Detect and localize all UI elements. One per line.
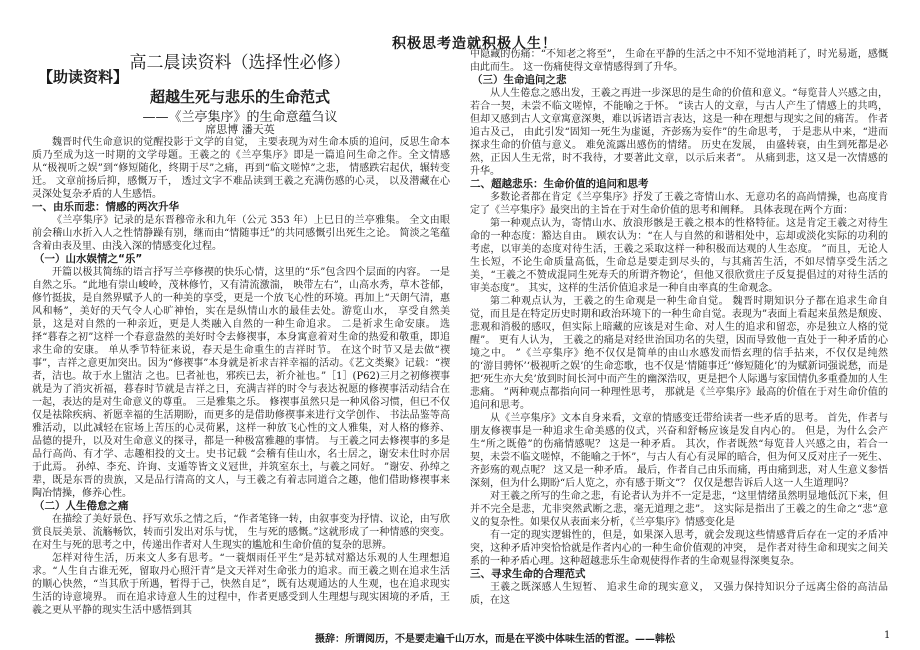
subsection-heading: （三）生命追问之悲: [472, 74, 567, 86]
paragraph: 第一种观点认为，寄情山水、放浪形骸是王羲之根本的性格特征。这是肯定王羲之对待生命的一种态度：豁达自由。 顾农认为：“在人与自然的和谐相处中，忘却或淡化实际的功利的考虑，以审美的态度对待生活，王羲之采取这样一种积极而达观的人生态度。 ”而且，无论人生长短，不论生命质量高低，生命总是要走到尽头的，与其痛苦生活，不如尽情享受生活之美，“王羲之不赞成混同生死寿夭的所谓齐物论’，但他又很欣赏庄子反复提倡过的对待生活的审美态度”。 其实，这样的生活价值追求是一种自由率真的生命观念。: [470, 218, 888, 294]
motto: 积极思考造就积极人生！: [392, 36, 557, 52]
section-tag: 【助读资料】: [38, 68, 129, 86]
paragraph: 从《兰亭集序》文本自身来看，文章的情感变迁带给读者一些矛盾的思考。 首先，作者与朋友修禊事是一种追求生命美感的仪式，兴奋和舒畅应该是发自内心的。 但是，为什么会产生“所之既倦”的伤痛情感呢？ 这是一种矛盾。 其次，作者既然“每览昔人兴感之由，若合一契，未尝不临文嗟悼，不能喻之于怀”，与古人有心有灵犀的暗合，但为何又反对庄子一死生、齐彭殇的观点呢？ 这又是一种矛盾。 最后，作者自己由乐而痛，再由痛到悲，对人生意义参悟深刻，但为什么期盼“后人览之，亦有感于斯文”？ 仅仅是想告诉后人这一人生道理吗？: [470, 413, 888, 489]
paragraph: 从人生倦怠之感出发，王羲之再进一步深思的是生命的价值和意义。“每览昔人兴感之由，若合一契，未尝不临文嗟悼，不能喻之于怀。 ”读古人的文章，与古人产生了情感上的共鸣，但却又感到古人文章寓意深奥，难以诉诸语言表达，这是一种在理想与现实之间的痛苦。 作者追古及己， 由此引发“固知一死生为虚诞，齐彭殇为妄作”的生命思考， 于是悲从中来，“进而探求生命的价值与意义。 难免流露出感伤的情绪。 历史在发展， 由盛转衰，由生到死都是必然，正因人生无常，时不我待，才要著此文章，以示后来者”。 从痛到悲，这又是一次情感的升华。: [470, 88, 888, 177]
paragraph: 第二种观点认为，王羲之的生命观是一种生命自觉。 魏晋时期知识分子都在追求生命自觉，而且是在特定历史时期和政治环境下的一种生命自觉。表现为”表面上看起来虽然是颓废、悲观和消极的感叹，但实际上暗藏的应该是对生命、对人生的追求和留恋，亦是独立人格的觉醒”。 更有人认为， 王羲之的痛是对经世治国功名的失望，因而导致他一直处于一种矛盾的心境之中。 ”《兰亭集序》绝不仅仅是简单的由山水感发而悟玄理的信手拈来，不仅仅是纯然的‘游目骋怀’‘极视听之娱’的生命恋歌，也不仅是‘情随事迁’‘修短随化’的为赋新词强说愁，而是把‘死生亦大矣’放到时间长河中而产生的幽深浩叹，更是把个人际遇与家国情仇多重叠加的人生悲痛。 ”两种观点都指向同一种理性思考， 那就是《兰亭集序》最高的价值在于对生命价值的追问和思考。: [470, 296, 888, 411]
article-title: 超越生死与悲乐的生命范式: [149, 88, 330, 106]
subsection-heading: （二）人生倦怠之痛: [34, 500, 129, 512]
paragraph: 对王羲之所写的生命之悲，有论者认为并不一定是悲，“这里情绪虽然明显地低沉下来，但并不完全是悲，尤非突然武断之悲，毫无道理之悲”。 这实际是指出了王羲之的生命之“悲”意义的复杂性。如果仅从表面来分析，《兰亭集序》情感变化是: [470, 491, 888, 528]
paragraph: 怎样对待生活，历来文人多有思考。“一蓑烟雨任平生”是苏轼对豁达乐观的人生理想追求。“人生自古谁无死，留取丹心照汗青”是文天祥对生命张力的追求。而王羲之则在追求生活的顺心快然，“当其欣于所遇，暂得于己，快然自足”，既有达观通达的人生观，也在追求现实生活的诗意境界。 而在追求诗意人生的过程中，作者更感受到人生理想与现实困境的矛盾，王羲之更从平静的现实生活中感悟到其: [32, 553, 450, 616]
paragraph: 《兰亭集序》记录的是东晋穆帝永和九年（公元 353 年）上巳日的兰亭雅集。 全文由眼前会稽山水折入人之性情静躁有别，继而由“情随事迁”的共同感慨引出死生之论。 简淡之笔蕴含着由表及里、由浅入深的情感变化过程。: [32, 215, 450, 252]
paragraph: 开篇以极其简练的语言抒写兰亭修禊的快乐心情，这里的“乐”包含四个层面的内容。 一是自然之乐。“此地有崇山峻岭，茂林修竹，又有清流激湍， 映带左右”，山高水秀，草木苍郁，修竹挺拔，是自然界赋予人的一种美的享受，更是一个放飞心性的环境。再加上“天朗气清，惠风和畅”，美好的天气令人心旷神怡，实在是纵情山水的最佳去处。游览山水， 享受自然美景，这是对自然的一种亲近，更是人类融入自然的一种生命追求。 二是祈求生命安康。 选择“暮春之初”这样一个春意盎然的美好时令去修禊事，本身寓意着对生命的热爱和敬重，即追求生命的安康。 单从季节特征来说，春天是生命重生的吉祥时节。 在这个时节又是去做“禊事”，吉祥之意更加突出。因为“修禊事”本身就是祈求吉祥幸福的活动。《艺文类聚》记载：“禊者，洁也。故于水上盥洁 之也。巳者祉也，邪疾已去，祈介祉也。”［1］(P62)三月之初修禊事就是为了消灾祈福，暮春时节就是吉祥之日，充满吉祥的时令与表达祝愿的修禊事活动结合在一起，表达的是对生命意义的尊重。 三是雅集之乐。 修禊事虽然只是一种风俗习惯，但已不仅仅是祛除疾病、祈愿幸福的生活期盼，而更多的是借助修禊事来进行文学创作、 书法品鉴等高雅活动，以此减轻在宦场上苦压的心灵荷累，这样一种放飞心性的文人雅集，对人格的修养、品德的提升，以及对生命意义的探寻，都是一种极富雅趣的事情。 与王羲之同去修禊事的多是品行高尚、有才学、志趣相投的文士。史书记载 “会稽有佳山水，名士居之，谢安未仕时亦居于此焉。 孙绰、李充、许询、支遁等皆文义冠世，并筑室东土，与羲之同好。 ”谢安、孙绰之辈，既是东晋的贵族，又是品行清高的文人，与王羲之有着志同道合之趣，他们借助修禊事来陶冶情操，修养心性。: [32, 267, 450, 499]
paragraph: 中隐藏的伤痛：“不知老之将至”， 生命在平静的生活之中不知不觉地消耗了，时光易逝，感慨由此而生。 这一伤痛使得文章情感得到了升华。: [470, 49, 888, 73]
paragraph: 在描绘了美好景色、抒写欢乐之情之后，“作者笔锋一转，由叙事变为抒情、议论，由写欣赏良辰美景、流觞畅饮，转而引发出对乐与忧， 生与死的感慨。”这就形成了一种情感的突变。 在对生与死的思考之中，传递出作者对人生现实的尴尬和生命价值的复杂的思辨。: [32, 514, 450, 551]
paragraph: 魏晋时代生命意识的觉醒投影于文学的自觉， 主要表现为对生命本质的追问，反思生命本质乃至成为这一时期的文学母题。王羲之的《兰亭集序》即是一篇追问生命之作。全文情感从“极视听之娱”到“修短随化，终期于尽”之痛，再到“临文嗟悼”之悲， 情感跌宕起伏，辗转变迁。 文章前扬后抑，感慨万千， 透过文字不难品读到王羲之充满伤感的心灵， 以及潜藏在心灵深处复杂矛盾的人生感悟。: [32, 137, 450, 200]
page-number: 1: [884, 630, 891, 641]
authors: 席思博 潘天英: [205, 123, 275, 136]
section-heading: 二、超越悲乐：生命价值的追问和思考: [470, 178, 649, 190]
right-column: [470, 48, 888, 607]
page-title: 高二晨读资料（选择性必修）: [129, 53, 351, 73]
paragraph: 王羲之既深感人生短暂、 追求生命的现实意义， 又强力保持知识分子远离尘俗的高洁品质，在这: [470, 582, 888, 606]
section-heading: 三、寻求生命的合理范式: [470, 568, 586, 580]
paragraph: 多数论者都在肯定《兰亭集序》抒发了王羲之寄情山水、无意功名的高尚情操，也高度肯定了《兰亭集序》最突出的主旨在于对生命价值的思考和阐释。 具体表现在两个方面：: [470, 192, 888, 216]
article-subtitle: ——《兰亭集序》的生命意蕴刍议: [142, 110, 338, 125]
left-column: [32, 136, 450, 617]
paragraph: 有一定的现实逻辑性的，但是，如果深入思考，就会发现这些情感背后存在一定的矛盾冲突，这种矛盾冲突恰恰就是作者内心的一种生命价值观的冲突， 是作者对待生命和现实之间关系的一种矛盾心理。这种超越悲乐生命观使得作者的生命观显得深奥复杂。: [470, 530, 888, 567]
subsection-heading: （一）山水娱情之“乐”: [34, 253, 143, 265]
footer-quote: 摄辞：所谓阅历，不是要走遍千山万水，而是在平淡中体味生活的哲涩。——韩松: [315, 634, 675, 645]
section-heading: 一、由乐而悲：情感的两次升华: [32, 201, 179, 213]
